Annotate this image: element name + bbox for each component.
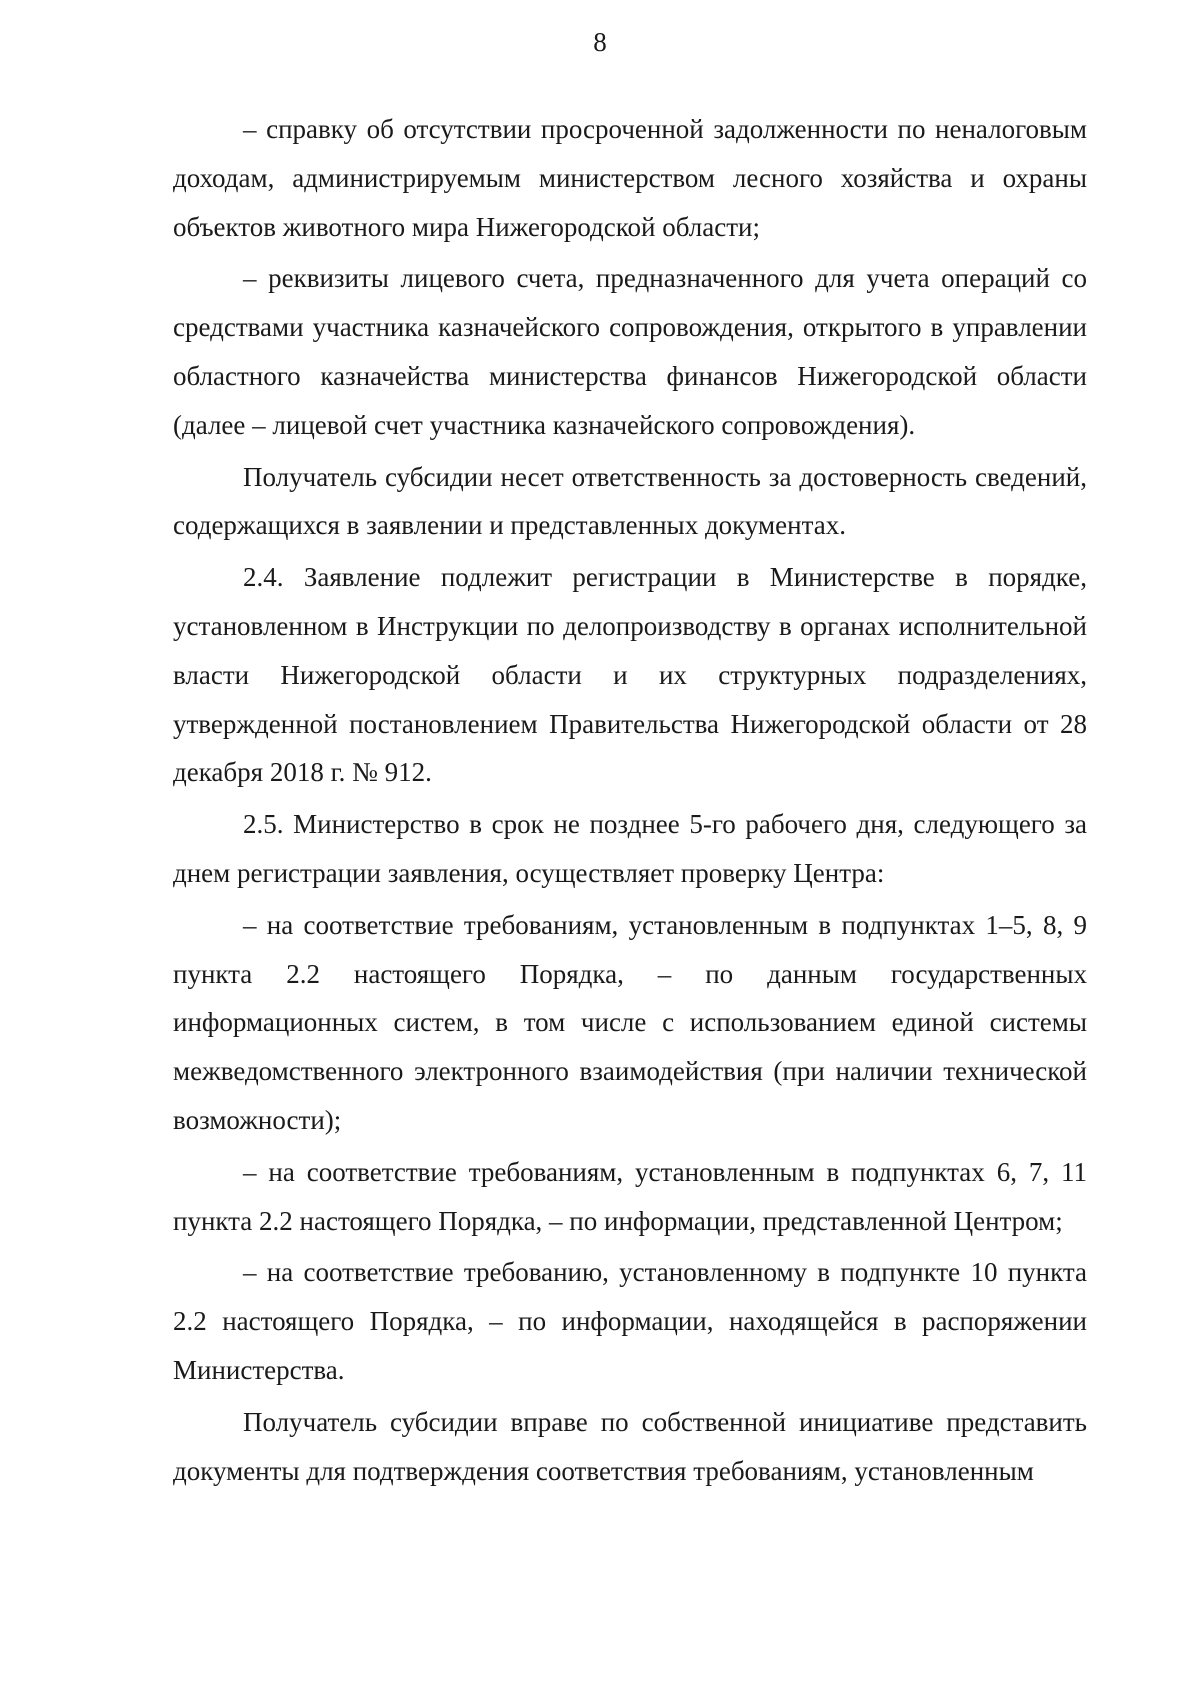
document-body xyxy=(173,105,1087,1498)
paragraph-certificate-no-debt: – справку об отсутствии просроченной задолженности по неналоговым доходам, администрируемым министерством лесного хозяйства и охраны объектов животного мира Нижегородской области; xyxy=(173,114,1087,242)
paragraph-check-state-systems: – на соответствие требованиям, установленным в подпунктах 1–5, 8, 9 пункта 2.2 настоящего Порядка, – по данным государственных информационных систем, в том числе с использованием единой системы межведомственного электронного взаимодействия (при наличии технической возможности); xyxy=(173,909,1087,1135)
paragraph-account-details: – реквизиты лицевого счета, предназначенного для учета операций со средствами участника казначейского сопровождения, открытого в управлении областного казначейства министерства финансов Нижегородской области (далее – лицевой счет участника казначейского сопровождения). xyxy=(173,263,1087,440)
paragraph-own-initiative: Получатель субсидии вправе по собственной инициативе представить документы для подтверждения соответствия требованиям, установленным xyxy=(173,1406,1087,1486)
paragraph-2-5-verification: 2.5. Министерство в срок не позднее 5-го рабочего дня, следующего за днем регистрации заявления, осуществляет проверку Центра: xyxy=(173,809,1087,888)
paragraph-check-center-info: – на соответствие требованиям, установленным в подпунктах 6, 7, 11 пункта 2.2 настоящего Порядка, – по информации, представленной Центром; xyxy=(173,1156,1087,1236)
paragraph-check-ministry-info: – на соответствие требованию, установленному в подпункте 10 пункта 2.2 настоящего Порядка, – по информации, находящейся в распоряжении Министерства. xyxy=(173,1257,1087,1385)
page-number: 8 xyxy=(593,27,607,57)
paragraph-responsibility: Получатель субсидии несет ответственность за достоверность сведений, содержащихся в заявлении и представленных документах. xyxy=(173,461,1087,541)
paragraph-2-4-registration: 2.4. Заявление подлежит регистрации в Министерстве в порядке, установленном в Инструкции по делопроизводству в органах исполнительной власти Нижегородской области и их структурных подразделениях, утвержденной постановлением Правительства Нижегородской области от 28 декабря 2018 г. № 912. xyxy=(173,562,1087,788)
